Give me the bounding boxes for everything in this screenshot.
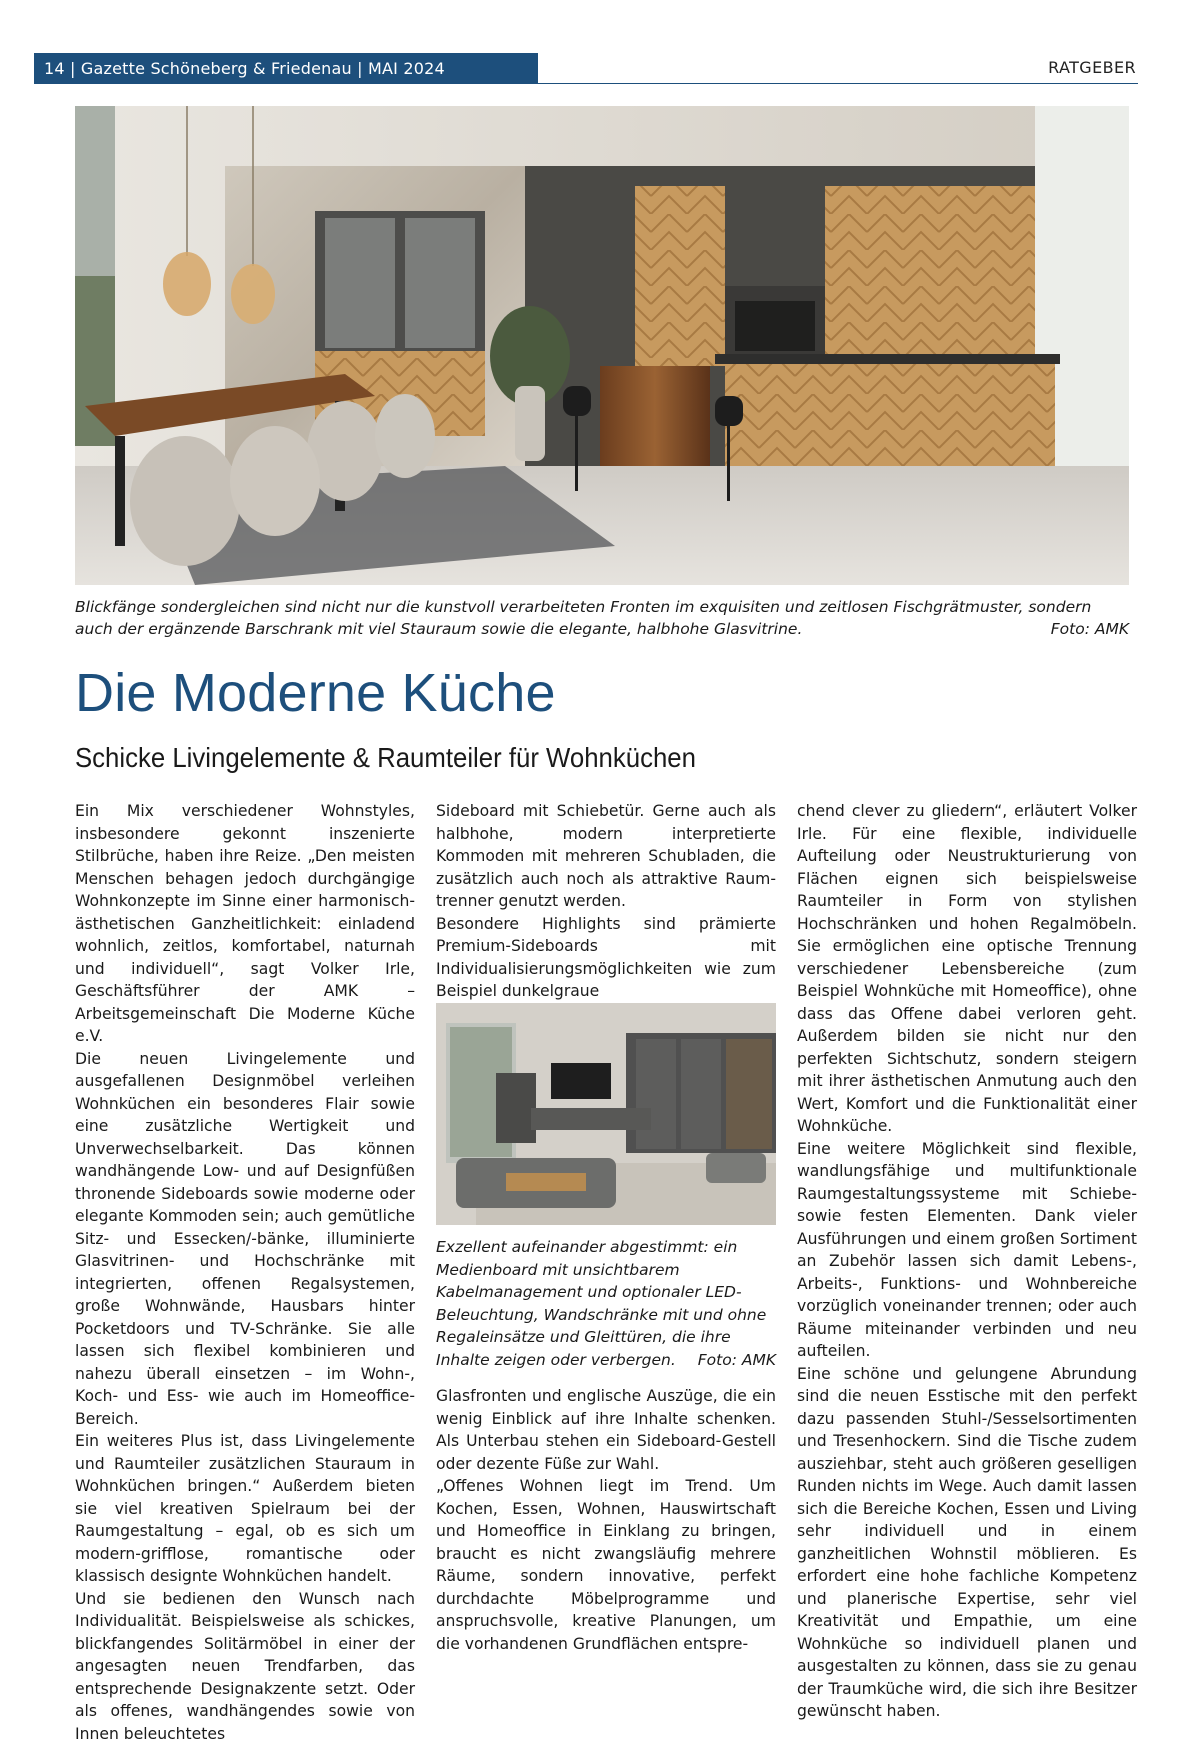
issue-label: 14 | Gazette Schöneberg & Friedenau | MAI 2024: [44, 59, 445, 78]
article-column-2-top: [436, 800, 776, 1003]
kitchen-photo: [75, 106, 1129, 585]
paragraph: Die neuen Livingelemente und ausgefallenen Designmöbel verleihen Wohnküchen ein besonderes Flair sowie eine zusätzliche Wertigkeit und Unverwechselbarkeit. Das können wandhängende Low- und auf Designfüßen thronende Sideboards sowie moderne oder elegante Kommoden sein; auch gemütliche Sitz- und Essecken/-bänke, illuminierte Glasvitrinen- und Hochschränke mit integrierten, offenen Regalsystemen, große Wohnwände, Hausbars hinter Pocketdoors und TV-Schränke. Sie alle lassen sich flexibel kombinieren und nahezu überall einsetzen – im Wohn-, Koch- und Ess- wie auch im Homeoffice-Bereich.: [75, 1048, 415, 1431]
section-label: RATGEBER: [1048, 58, 1136, 77]
paragraph: Sideboard mit Schiebetür. Gerne auch als halbhohe, modern interpretierte Kommoden mit mehreren Schubladen, die zusätzlich auch noch als attraktive Raum-trenner genutzt werden.: [436, 800, 776, 913]
main-photo-caption: [75, 596, 1129, 640]
paragraph: Eine weitere Möglichkeit sind flexible, wandlungsfähige und multifunktionale Raumgestaltungssysteme mit Schiebe- sowie festen Elementen. Dank vieler Ausführungen und einem großen Sortiment an Zubehör lassen sich damit Lebens-, Arbeits-, Funktions- und Wohnbereiche vorzüglich voneinander trennen; oder auch Räume miteinander verbinden und neu aufteilen.: [797, 1138, 1137, 1363]
paragraph: chend clever zu gliedern“, erläutert Volker Irle. Für eine flexible, individuelle Aufteilung oder Neustrukturierung von Flächen eignen sich beispielsweise Raumteiler in Form von stylishen Hochschränken und hohen Regalmöbeln. Sie ermöglichen eine optische Trennung verschiedener Lebensbereiche (zum Beispiel Wohnküche mit Homeoffice), ohne dass das Offene dabei verloren geht. Außerdem bilden sie nicht nur den perfekten Sichtschutz, sondern steigern mit ihrer ästhetischen Anmutung auch den Wert, Komfort und die Funktionalität einer Wohnküche.: [797, 800, 1137, 1138]
paragraph: Und sie bedienen den Wunsch nach Individualität. Beispielsweise als schickes, blickfangendes Solitärmöbel in einer der angesagten neuen Trendfarben, das entsprechende Designakzente setzt. Oder als offenes, wandhängendes sowie von Innen beleuchtetes: [75, 1588, 415, 1745]
paragraph: Ein weiteres Plus ist, dass Livingelemente und Raumteiler zusätzlichen Stauraum in Wohnküchen bringen.“ Außerdem bieten sie viel kreativen Spielraum bei der Raumgestaltung – egal, ob es sich um modern-grifflose, romantische oder klassisch designte Wohnküchen handelt.: [75, 1430, 415, 1588]
paragraph: Eine schöne und gelungene Abrundung sind die neuen Esstische mit den perfekt dazu passenden Stuhl-/Sesselsortimenten und Tresenhockern. Sind die Tische zudem ausziehbar, steht auch größeren geselligen Runden nichts im Wege. Auch damit lassen sich die Bereiche Kochen, Essen und Living sehr individuell und in einem ganzheitlichen Wohnstil möblieren. Es erfordert eine hohe fachliche Kompetenz und planerische Expertise, sehr viel Kreativität und Empathie, um eine Wohnküche so individuell planen und ausgestalten zu können, dass sie zu genau der Traumküche wird, die sich ihre Besitzer gewünscht haben.: [797, 1363, 1137, 1723]
article-column-2-bottom: [436, 1385, 776, 1655]
living-room-photo: [436, 1003, 776, 1225]
issue-header: [34, 53, 538, 84]
article-column-3: [797, 800, 1137, 1723]
paragraph: Besondere Highlights sind prämierte Premium-Sideboards mit Individualisierungsmöglichkeiten wie zum Beispiel dunkelgraue: [436, 913, 776, 1003]
small-photo-caption-text: Exzellent aufeinander abgestimmt: ein Medienboard mit unsichtbarem Kabelmanagement und optionaler LED-Beleuchtung, Wandschränke mit und ohne Regaleinsätze und Gleittüren, die ihre Inhalte zeigen oder verbergen.: [436, 1238, 766, 1369]
article-subtitle: Schicke Livingelemente & Raumteiler für Wohnküchen: [75, 742, 696, 774]
header-rule: [538, 83, 1138, 84]
small-photo-credit: Foto: AMK: [698, 1349, 776, 1372]
paragraph: Ein Mix verschiedener Wohnstyles, insbesondere gekonnt inszenierte Stilbrüche, haben ihre Reize. „Den meisten Menschen behagen jedoch durchgängige Wohnkonzepte im Sinne einer harmonisch-ästhetischen Ganzheitlichkeit: einladend wohnlich, zeitlos, komfortabel, naturnah und individuell“, sagt Volker Irle, Geschäftsführer der AMK – Arbeitsgemeinschaft Die Moderne Küche e.V.: [75, 800, 415, 1048]
main-photo-caption-text: Blickfänge sondergleichen sind nicht nur die kunstvoll verarbeiteten Fronten im exquisiten und zeitlosen Fischgrätmuster, sondern auch der ergänzende Barschrank mit viel Stauraum sowie die elegante, halbhohe Glasvitrine.: [75, 598, 1091, 638]
article-title: Die Moderne Küche: [75, 662, 556, 724]
article-column-1: [75, 800, 415, 1745]
small-photo-caption: [436, 1236, 776, 1371]
paragraph: Glasfronten und englische Auszüge, die ein wenig Einblick auf ihre Inhalte schenken. Als Unterbau stehen ein Sideboard-Gestell oder dezente Füße zur Wahl.: [436, 1385, 776, 1475]
main-photo-credit: Foto: AMK: [1051, 618, 1129, 640]
paragraph: „Offenes Wohnen liegt im Trend. Um Kochen, Essen, Wohnen, Hauswirtschaft und Homeoffice in Einklang zu bringen, braucht es nicht zwangsläufig mehrere Räume, sondern innovative, perfekt durchdachte Möbelprogramme und anspruchsvolle, kreative Planungen, um die vorhandenen Grundflächen entspre-: [436, 1475, 776, 1655]
